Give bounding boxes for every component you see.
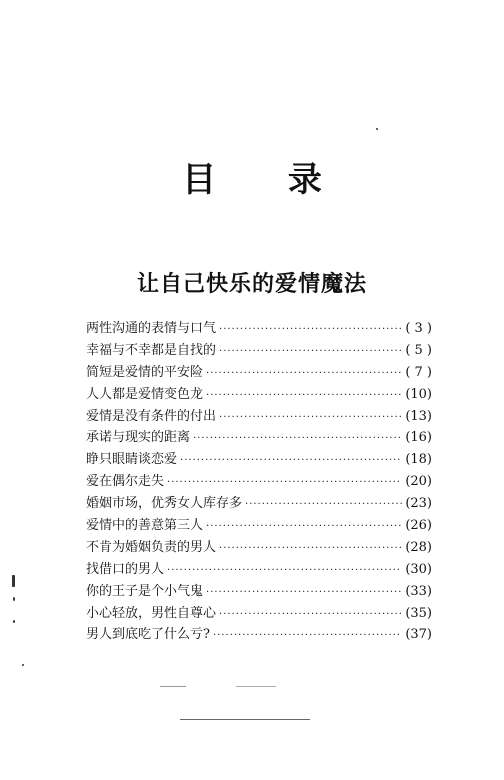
toc-entry-page: (33) (405, 583, 432, 599)
dot-leader (206, 516, 402, 538)
toc-entry-page: ( 7 ) (405, 364, 432, 380)
toc-entry-page: (10) (405, 386, 432, 402)
dot-leader (167, 472, 402, 494)
toc-entry[interactable] (86, 624, 432, 646)
toc-entry-title: 爱情中的善意第三人 (86, 518, 204, 534)
dot-leader (167, 560, 402, 582)
toc-entry-page: (37) (405, 627, 432, 643)
toc-entry-page: ( 3 ) (405, 321, 432, 336)
dot-leader (219, 319, 402, 341)
toc-entry-title: 找借口的男人 (86, 561, 165, 577)
toc-entry[interactable] (86, 603, 432, 625)
toc-entry-title: 承诺与现实的距离 (86, 430, 191, 446)
scan-speck (12, 575, 15, 587)
toc-entry-title: 爱情是没有条件的付出 (86, 408, 217, 424)
scan-speck (376, 128, 378, 130)
page-title: 目 录 (182, 160, 352, 200)
toc-entry-page: ( 5 ) (405, 342, 432, 358)
toc-entry-title: 睁只眼睛谈恋爱 (86, 452, 178, 468)
toc-entry[interactable] (86, 515, 432, 537)
toc-entry[interactable] (86, 318, 432, 340)
dot-leader (219, 604, 402, 626)
toc-entry-page: (18) (405, 452, 432, 468)
dot-leader (180, 450, 402, 472)
dot-leader (219, 341, 402, 363)
scan-speck (13, 597, 15, 601)
toc-entry-page: (26) (405, 518, 432, 534)
toc-entry[interactable] (86, 581, 432, 603)
toc-entry-page: (13) (405, 408, 432, 424)
toc-entry[interactable] (86, 449, 432, 471)
scan-line (236, 686, 276, 687)
table-of-contents (86, 318, 432, 646)
toc-entry-title: 两性沟通的表情与口气 (86, 321, 217, 336)
toc-entry[interactable] (86, 559, 432, 581)
toc-entry-title: 爱在偶尔走失 (86, 474, 165, 490)
scan-line (160, 686, 186, 687)
section-heading: 让自己快乐的爱情魔法 (136, 272, 367, 297)
toc-entry-page: (28) (405, 539, 432, 555)
toc-entry[interactable] (86, 493, 432, 515)
toc-entry-title: 婚姻市场，优秀女人库存多 (86, 496, 243, 512)
scan-line (180, 719, 310, 720)
toc-entry-title: 简短是爱情的平安险 (86, 364, 204, 380)
toc-entry-title: 不肯为婚姻负责的男人 (86, 539, 217, 555)
toc-entry-page: (23) (405, 496, 432, 512)
dot-leader (193, 428, 402, 450)
toc-entry-page: (35) (405, 605, 432, 621)
toc-entry[interactable] (86, 340, 432, 362)
toc-entry-title: 人人都是爱情变色龙 (86, 386, 204, 402)
toc-entry[interactable] (86, 406, 432, 428)
toc-entry[interactable] (86, 384, 432, 406)
toc-entry-page: (16) (405, 430, 432, 446)
toc-entry-page: (30) (405, 561, 432, 577)
toc-entry-title: 你的王子是个小气鬼 (86, 583, 204, 599)
dot-leader (206, 363, 402, 385)
toc-entry-page: (20) (405, 474, 432, 490)
dot-leader (245, 494, 402, 516)
dot-leader (219, 538, 402, 560)
toc-entry[interactable] (86, 362, 432, 384)
dot-leader (206, 582, 402, 604)
scan-speck (13, 620, 15, 623)
dot-leader (213, 625, 402, 647)
scan-speck (22, 664, 24, 666)
toc-entry[interactable] (86, 471, 432, 493)
dot-leader (206, 385, 402, 407)
toc-entry-title: 小心轻放，男性自尊心 (86, 605, 217, 621)
dot-leader (219, 407, 402, 429)
toc-entry[interactable] (86, 537, 432, 559)
toc-entry-title: 男人到底吃了什么亏? (86, 627, 210, 643)
toc-entry[interactable] (86, 427, 432, 449)
toc-entry-title: 幸福与不幸都是自找的 (86, 342, 217, 358)
